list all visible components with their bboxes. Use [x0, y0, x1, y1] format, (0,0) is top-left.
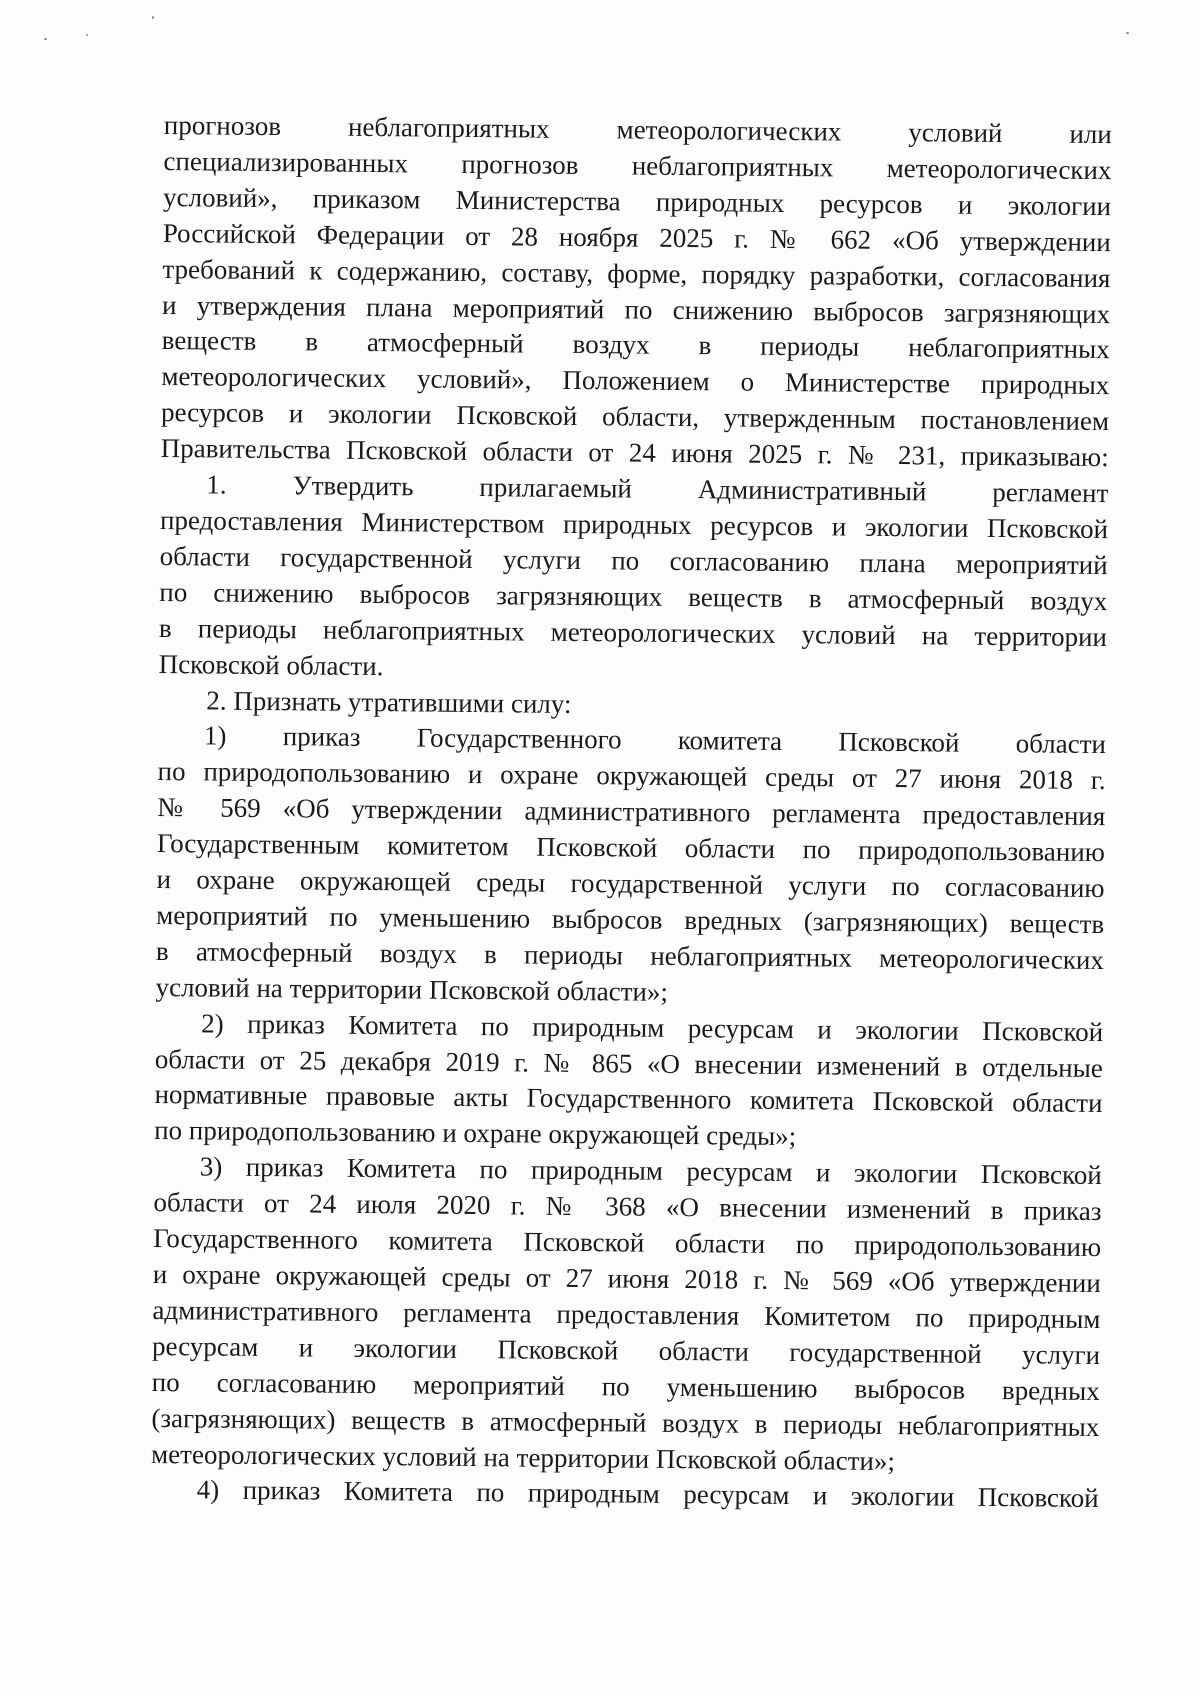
- scan-speck: [1126, 32, 1129, 34]
- text-line: в атмосферный воздух в периоды неблагоприятных метеорологических: [155, 935, 1105, 975]
- text-line: прогнозов неблагоприятных метеорологических условий или: [163, 109, 1112, 150]
- paragraph-first-line: 2. Признать утратившими силу:: [206, 684, 572, 719]
- text-line: административного регламента предоставления Комитетом по природным: [152, 1294, 1101, 1334]
- text-line: и охране окружающей среды от 27 июня 2018 г. № 569 «Об утверждении: [152, 1258, 1101, 1299]
- paragraph-first-line: 3) приказ Комитета по природным ресурсам и экологии Псковской: [199, 1151, 1102, 1191]
- text-line: в периоды неблагоприятных метеорологических условий на территории: [158, 612, 1108, 652]
- text-line: Государственного комитета Псковской области по природопользованию: [153, 1223, 1102, 1263]
- paragraph-first-line: 2) приказ Комитета по природным ресурсам и экологии Псковской: [201, 1008, 1104, 1047]
- text-line: по согласованию мероприятий по уменьшению выбросов вредных: [151, 1366, 1100, 1406]
- text-line: метеорологических условий», Положением о Министерстве природных: [161, 361, 1110, 401]
- text-line: ресурсов и экологии Псковской области, утвержденным постановлением: [160, 397, 1110, 437]
- text-line: № 569 «Об утверждении административного регламента предоставления: [157, 792, 1106, 832]
- text-line: предоставления Министерством природных ресурсов и экологии Псковской: [159, 504, 1109, 545]
- text-line: (загрязняющих) веществ в атмосферный воздух в периоды неблагоприятных: [151, 1402, 1100, 1442]
- text-line: веществ в атмосферный воздух в периоды неблагоприятных: [161, 325, 1110, 365]
- text-line: области от 25 декабря 2019 г. № 865 «О внесении изменений в отдельные: [154, 1043, 1103, 1083]
- scan-speck: [86, 34, 88, 36]
- text-line: Правительства Псковской области от 24 июня 2025 г. № 231, приказываю:: [160, 433, 1109, 473]
- text-line: специализированных прогнозов неблагоприятных метеорологических: [163, 145, 1112, 186]
- scan-speck: [152, 16, 154, 19]
- paragraph-last-line: метеорологических условий на территории Псковской области»;: [150, 1438, 896, 1476]
- paragraph-last-line: Псковской области.: [158, 648, 384, 681]
- text-line: ресурсам и экологии Псковской области государственной услуги: [151, 1330, 1101, 1370]
- paragraph-first-line: 4) приказ Комитета по природным ресурсам и экологии Псковской: [196, 1474, 1099, 1514]
- paragraph-first-line: 1) приказ Государственного комитета Псковской области: [203, 720, 1107, 760]
- text-line: Государственным комитетом Псковской области по природопользованию: [156, 828, 1106, 868]
- text-line: Российской Федерации от 28 ноября 2025 г. № 662 «Об утверждении: [162, 217, 1111, 257]
- text-line: области государственной услуги по согласованию плана мероприятий: [159, 540, 1108, 580]
- paragraph-last-line: условий на территории Псковской области»;: [155, 971, 669, 1007]
- text-line: и утверждения плана мероприятий по снижению выбросов загрязняющих: [161, 289, 1111, 329]
- scan-speck: [44, 38, 47, 40]
- text-line: мероприятий по уменьшению выбросов вредных (загрязняющих) веществ: [156, 899, 1105, 939]
- text-line: требований к содержанию, составу, форме, порядку разработки, согласования: [162, 253, 1111, 293]
- text-line: нормативные правовые акты Государственного комитета Псковской области: [154, 1079, 1103, 1119]
- text-line: области от 24 июля 2020 г. № 368 «О внесении изменений в приказ: [153, 1187, 1102, 1227]
- text-line: по снижению выбросов загрязняющих веществ в атмосферный воздух: [159, 576, 1108, 616]
- paragraph-first-line: 1. Утвердить прилагаемый Административный регламент: [206, 469, 1109, 509]
- document-body: [151, 108, 1112, 1517]
- text-line: по природопользованию и охране окружающей среды от 27 июня 2018 г.: [157, 756, 1106, 796]
- text-line: условий», приказом Министерства природных ресурсов и экологии: [163, 181, 1112, 221]
- paragraph-last-line: по природопользованию и охране окружающей среды»;: [154, 1115, 797, 1152]
- text-line: и охране окружающей среды государственной услуги по согласованию: [156, 863, 1105, 904]
